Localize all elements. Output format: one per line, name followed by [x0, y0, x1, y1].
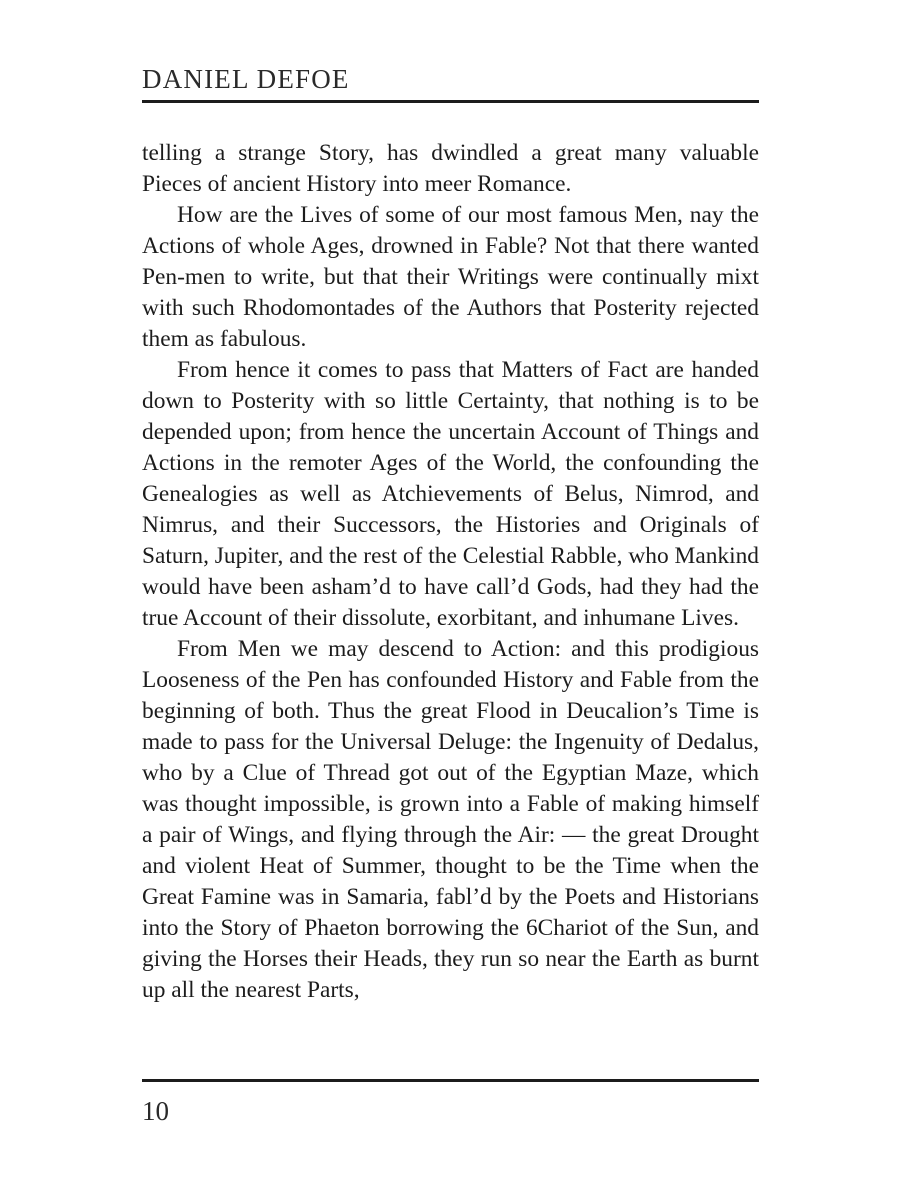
header-rule	[142, 100, 759, 103]
footer-rule	[142, 1079, 759, 1082]
paragraph: From hence it comes to pass that Matters of Fact are handed down to Posterity with so little Certainty, that nothing is to be depended upon; from hence the uncertain Account of Things and Actions in the remoter Ages of the World, the confounding the Genealogies as well as Atchievements of Belus, Nimrod, and Nimrus, and their Successors, the Histories and Originals of Saturn, Jupiter, and the rest of the Celestial Rabble, who Mankind would have been asham’d to have call’d Gods, had they had the true Account of their dissolute, exorbitant, and inhumane Lives.	[142, 357, 759, 631]
page-number: 10	[142, 1096, 169, 1126]
body-text	[142, 138, 759, 1006]
paragraph: How are the Lives of some of our most famous Men, nay the Actions of whole Ages, drowned in Fable? Not that there wanted Pen-men to write, but that their Writings were continually mixt with such Rhodomontades of the Authors that Posterity rejected them as fabulous.	[142, 202, 759, 352]
page-footer	[142, 1079, 759, 1128]
paragraph: From Men we may descend to Action: and this prodigious Looseness of the Pen has confounded History and Fable from the beginning of both. Thus the great Flood in Deucalion’s Time is made to pass for the Universal Deluge: the Ingenuity of Dedalus, who by a Clue of Thread got out of the Egyptian Maze, which was thought impossible, is grown into a Fable of making himself a pair of Wings, and flying through the Air: — the great Drought and violent Heat of Summer, thought to be the Time when the Great Famine was in Samaria, fabl’d by the Poets and Historians into the Story of Phaeton borrowing the 6Chariot of the Sun, and giving the Horses their Heads, they run so near the Earth as burnt up all the nearest Parts,	[142, 636, 759, 1003]
page-header	[142, 62, 759, 103]
running-head: DANIEL DEFOE	[142, 64, 350, 94]
paragraph: telling a strange Story, has dwindled a great many valuable Pieces of ancient History into meer Romance.	[142, 140, 759, 197]
